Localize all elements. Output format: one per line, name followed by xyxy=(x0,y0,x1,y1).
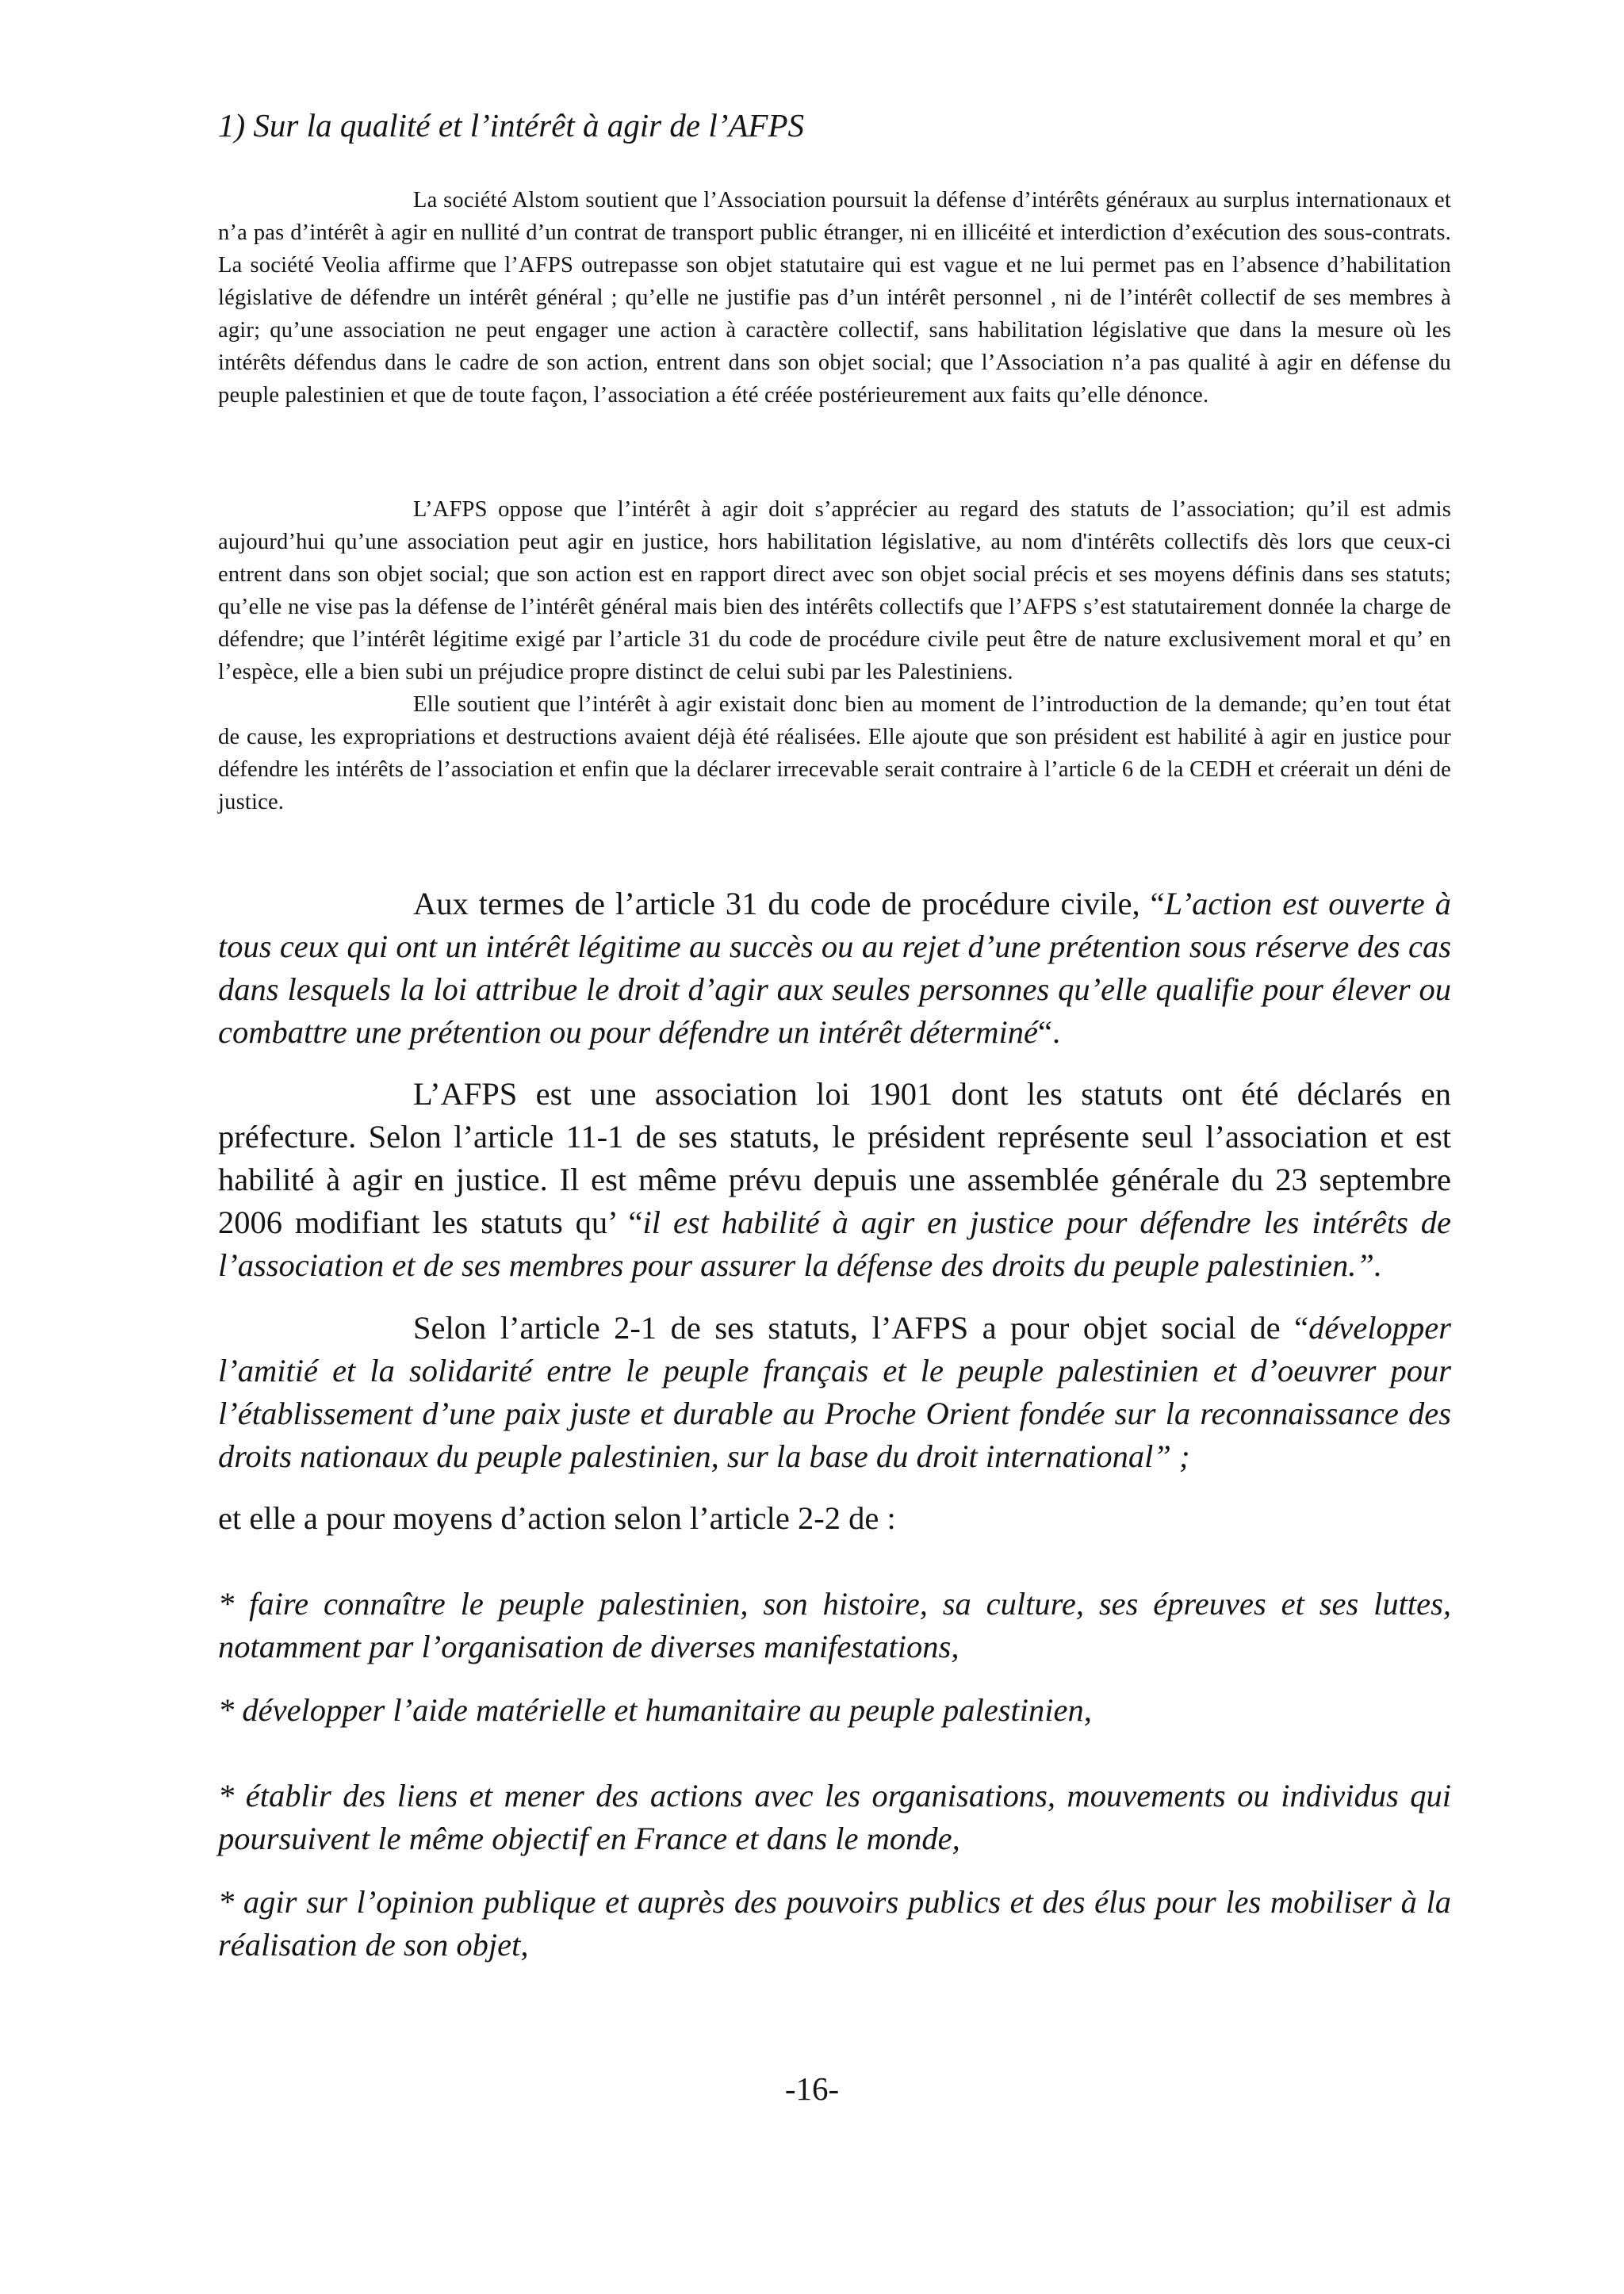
paragraph-objet-social xyxy=(218,1307,1451,1478)
paragraph-lead: Selon l’article 2-1 de ses statuts, l’AFPS a pour objet social de “ xyxy=(413,1310,1309,1346)
paragraph-article-31 xyxy=(218,883,1451,1054)
quoted-text: il est habilité à agir en justice pour défendre les intérêts de l’association et de ses membres pour assurer la défense des droits du peuple palestinien.”. xyxy=(218,1204,1451,1283)
paragraph-text: L’AFPS oppose que l’intérêt à agir doit s’apprécier au regard des statuts de l’association; qu’il est admis aujourd’hui qu’une association peut agir en justice, hors habilitation législative, au nom d'intérêts collectifs dès lors que ceux-ci entrent dans son objet social; que son action est en rapport direct avec son objet social précis et ses moyens définis dans ses statuts; qu’elle ne vise pas la défense de l’intérêt général mais bien des intérêts collectifs que l’AFPS s’est statutairement donnée la charge de défendre; que l’intérêt légitime exigé par l’article 31 du code de procédure civile peut être de nature exclusivement moral et qu’ en l’espèce, elle a bien subi un préjudice propre distinct de celui subi par les Palestiniens. xyxy=(218,497,1451,684)
paragraph-elle-soutient xyxy=(218,688,1451,818)
page-number: -16- xyxy=(784,2070,840,2107)
paragraph-alstom-veolia xyxy=(218,184,1451,412)
paragraph-tail: “. xyxy=(1038,1014,1061,1050)
list-item: * développer l’aide matérielle et humanitaire au peuple palestinien, xyxy=(218,1692,1092,1728)
paragraph-text: La société Alstom soutient que l’Association poursuit la défense d’intérêts généraux au surplus internationaux et n’a pas d’intérêt à agir en nullité d’un contrat de transport public étranger, ni en illicéité et interdiction d’exécution des sous-contrats. La société Veolia affirme que l’AFPS outrepasse son objet statutaire qui est vague et ne lui permet pas en l’absence d’habilitation législative de défendre un intérêt général ; qu’elle ne justifie pas d’un intérêt personnel , ni de l’intérêt collectif de ses membres à agir; qu’une association ne peut engager une action à caractère collectif, sans habilitation législative que dans la mesure où les intérêts défendus dans le cadre de son action, entrent dans son objet social; que l’Association n’a pas qualité à agir en défense du peuple palestinien et que de toute façon, l’association a été créée postérieurement aux faits qu’elle dénonce. xyxy=(218,188,1451,408)
quoted-text: développer l’amitié et la solidarité entre le peuple français et le peuple palestinien et d’oeuvrer pour l’établissement d’une paix juste et durable au Proche Orient fondée sur la reconnaissance des droits nationaux du peuple palestinien, sur la base du droit international” ; xyxy=(218,1310,1451,1474)
paragraph-lead: Aux termes de l’article 31 du code de procédure civile, “ xyxy=(413,886,1165,921)
quoted-text: L’action est ouverte à tous ceux qui ont un intérêt légitime au succès ou au rejet d’une prétention sous réserve des cas dans lesquels la loi attribue le droit d’agir aux seules personnes qu’elle qualifie pour élever ou combattre une prétention ou pour défendre un intérêt déterminé xyxy=(218,886,1452,1050)
list-item: * faire connaître le peuple palestinien, son histoire, sa culture, ses épreuves et ses luttes, notamment par l’organisation de diverses manifestations, xyxy=(218,1586,1451,1664)
paragraph-afps-statuts xyxy=(218,1073,1451,1287)
paragraph-lead: L’AFPS est une association loi 1901 dont les statuts ont été déclarés en préfecture. Selon l’article 11-1 de ses statuts, le président représente seul l’association et est habilité à agir en justice. Il est même prévu depuis une assemblée générale du 23 septembre 2006 modifiant les statuts qu’ “ xyxy=(218,1076,1451,1240)
paragraph-afps-oppose xyxy=(218,493,1451,688)
paragraph-text: Elle soutient que l’intérêt à agir existait donc bien au moment de l’introduction de la demande; qu’en tout état de cause, les expropriations et destructions avaient déjà été réalisées. Elle ajoute que son président est habilité à agir en justice pour défendre les intérêts de l’association et enfin que la déclarer irrecevable serait contraire à l’article 6 de la CEDH et créerait un déni de justice. xyxy=(218,692,1451,814)
paragraph-moyens-action: et elle a pour moyens d’action selon l’article 2-2 de : xyxy=(218,1500,896,1536)
list-item: * établir des liens et mener des actions avec les organisations, mouvements ou individus qui poursuivent le même objectif en France et dans le monde, xyxy=(218,1778,1451,1856)
list-item: * agir sur l’opinion publique et auprès des pouvoirs publics et des élus pour les mobiliser à la réalisation de son objet, xyxy=(218,1884,1451,1963)
section-heading: 1) Sur la qualité et l’intérêt à agir de l’AFPS xyxy=(218,107,805,144)
